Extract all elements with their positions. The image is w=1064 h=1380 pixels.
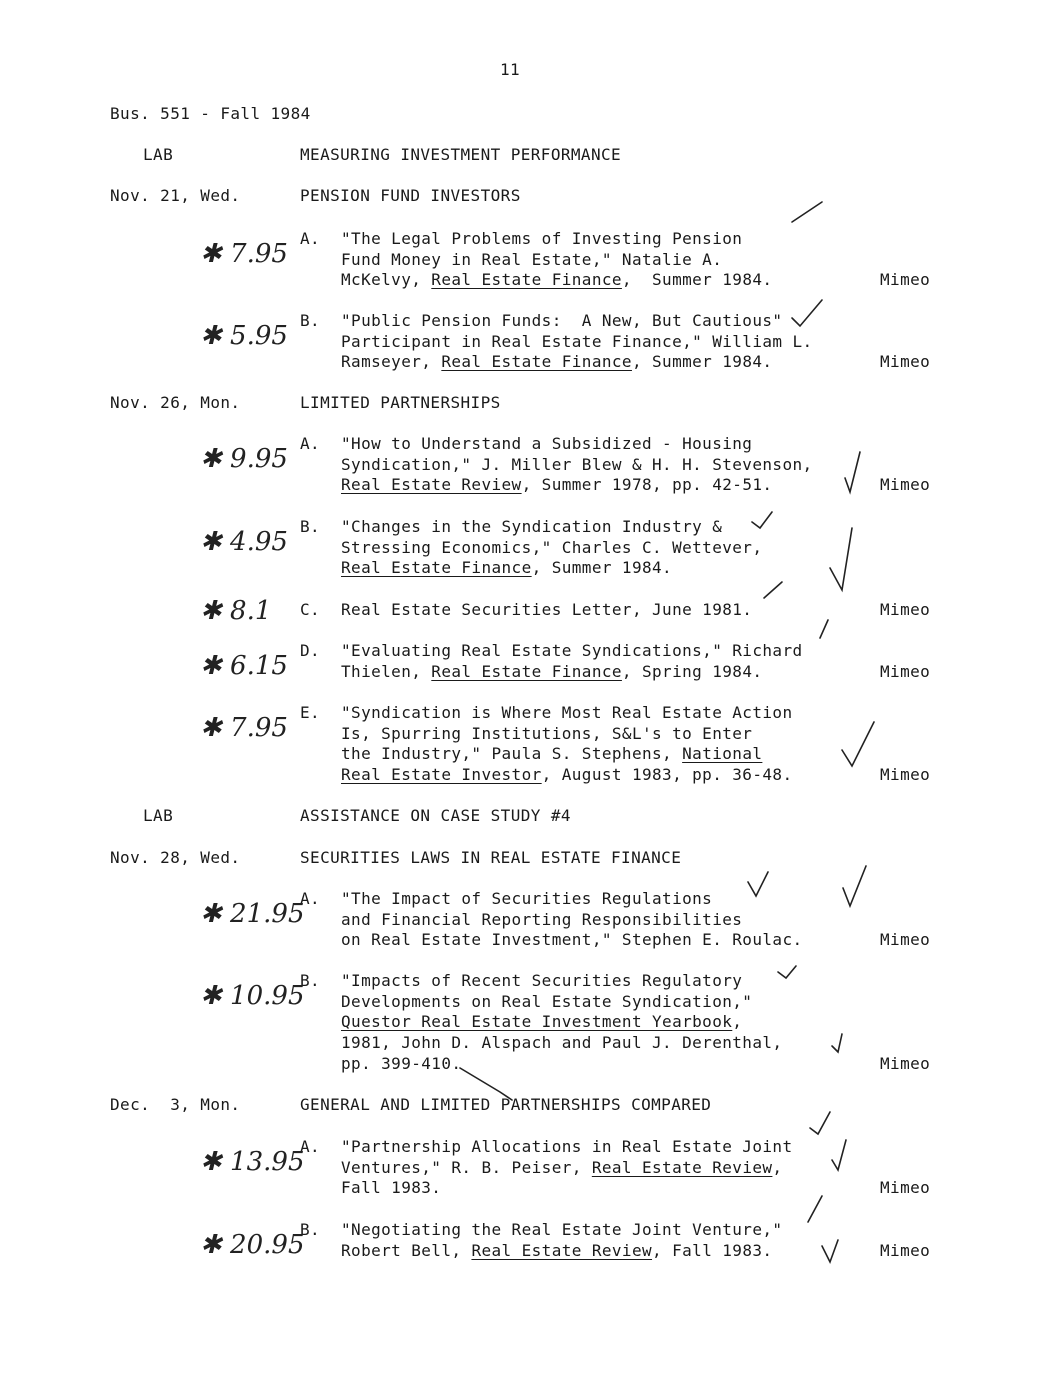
citation-text: Stressing Economics," Charles C. Wettever, [341,537,763,557]
page-number: 11 [500,60,521,79]
handwritten-price-note: ✱ 7.95 [200,239,288,270]
citation-text: Ramseyer, [341,352,442,372]
entry-letter: B. [300,971,321,990]
citation-text: McKelvy, [341,270,432,290]
citation-text: "The Impact of Securities Regulations [341,889,713,908]
citation-text: Thielen, [341,661,432,681]
citation-text: "Evaluating Real Estate Syndications," Richard [341,641,803,660]
mimeo-label: Mimeo [880,930,931,950]
check-mark-icon [845,452,860,492]
citation-text: , Summer 1978, pp. 42-51. [521,475,773,495]
handwritten-price-note: ✱ 10.95 [200,981,305,1012]
entry-letter: B. [300,1220,321,1239]
section-title: ASSISTANCE ON CASE STUDY #4 [300,806,571,825]
section-date: Nov. 21, Wed. [110,186,241,205]
entry-letter: A. [300,1137,321,1156]
section-date: Dec. 3, Mon. [110,1095,241,1114]
entry-letter: A. [300,229,321,248]
citation-text: "Syndication is Where Most Real Estate Action [341,703,793,722]
check-mark-icon [843,866,866,906]
mimeo-label: Mimeo [880,1053,931,1073]
entry-letter: C. [300,600,321,619]
citation-text: , Summer 1984. [531,558,673,578]
mimeo-label: Mimeo [880,661,931,681]
publication-title: Real Estate Review [591,1157,773,1177]
section-date: LAB [143,145,174,164]
entry-letter: B. [300,517,321,536]
citation-text: on Real Estate Investment," Stephen E. Roulac. [341,930,803,950]
entry-letter: E. [300,703,321,722]
citation-text: pp. 399-410. [341,1053,462,1073]
mimeo-label: Mimeo [880,600,931,619]
citation-text: , [772,1157,783,1177]
citation-text: "The Legal Problems of Investing Pension [341,229,743,248]
check-mark-icon [832,1034,842,1052]
entry-letter: A. [300,434,321,453]
mimeo-label: Mimeo [880,1240,931,1260]
mimeo-label: Mimeo [880,475,931,495]
citation-text: Real Estate Securities Letter, June 1981. [341,600,753,619]
section-date: Nov. 26, Mon. [110,393,241,412]
citation-text: Robert Bell, [341,1240,472,1260]
publication-title: National [682,744,763,764]
citation-text: the Industry," Paula S. Stephens, [341,744,683,764]
check-mark-icon [822,1240,838,1262]
citation-text: Ventures," R. B. Peiser, [341,1157,592,1177]
citation-text: "Negotiating the Real Estate Joint Venture," [341,1220,783,1239]
citation-text: Is, Spurring Institutions, S&L's to Enter [341,723,753,743]
citation-text: , Spring 1984. [621,661,763,681]
check-mark-icon [778,966,796,978]
citation-text: "Public Pension Funds: A New, But Cautious" [341,311,783,330]
mimeo-label: Mimeo [880,1178,931,1198]
handwritten-price-note: ✱ 7.95 [200,713,288,744]
handwritten-price-note: ✱ 20.95 [200,1230,305,1261]
publication-title: Real Estate Finance [441,352,632,372]
publication-title: Real Estate Investor [341,765,542,785]
citation-text: Fund Money in Real Estate," Natalie A. [341,249,723,269]
publication-title: Real Estate Finance [431,661,622,681]
citation-text: , Summer 1984. [621,270,773,290]
handwritten-price-note: ✱ 8.1 [200,596,272,626]
check-mark-icon [820,620,828,638]
citation-text: , Summer 1984. [631,352,773,372]
citation-text: "Changes in the Syndication Industry & [341,517,723,536]
publication-title: Real Estate Review [471,1240,653,1260]
citation-text: Developments on Real Estate Syndication," [341,991,753,1011]
citation-text: , August 1983, pp. 36-48. [541,765,793,785]
publication-title: Real Estate Review [341,475,522,495]
citation-text: "How to Understand a Subsidized - Housing [341,434,753,453]
mimeo-label: Mimeo [880,352,931,372]
check-mark-icon [792,202,822,222]
citation-text: "Impacts of Recent Securities Regulatory [341,971,743,990]
handwritten-price-note: ✱ 6.15 [200,651,288,682]
mimeo-label: Mimeo [880,765,931,785]
check-mark-icon [764,582,782,598]
publication-title: Questor Real Estate Investment Yearbook [341,1012,733,1032]
check-mark-icon [752,512,772,528]
handwritten-price-note: ✱ 21.95 [200,899,305,930]
check-mark-icon [808,1196,822,1222]
handwritten-price-note: ✱ 4.95 [200,527,288,558]
entry-letter: D. [300,641,321,660]
section-title: GENERAL AND LIMITED PARTNERSHIPS COMPARED [300,1095,712,1114]
mimeo-label: Mimeo [880,270,931,290]
citation-text: Fall 1983. [341,1178,442,1198]
section-title: LIMITED PARTNERSHIPS [300,393,501,412]
publication-title: Real Estate Finance [341,558,532,578]
section-title: MEASURING INVESTMENT PERFORMANCE [300,145,622,164]
citation-text: Syndication," J. Miller Blew & H. H. Stevenson, [341,454,813,474]
section-date: Nov. 28, Wed. [110,848,241,867]
check-mark-icon [842,722,874,766]
citation-text: , Fall 1983. [652,1240,773,1260]
entry-letter: B. [300,311,321,330]
handwritten-price-note: ✱ 13.95 [200,1147,305,1178]
check-mark-icon [748,872,768,896]
citation-text: 1981, John D. Alspach and Paul J. Derenthal, [341,1033,783,1053]
check-mark-icon [832,1140,846,1170]
entry-letter: A. [300,889,321,908]
citation-text: , [732,1012,743,1032]
section-title: PENSION FUND INVESTORS [300,186,521,205]
handwritten-price-note: ✱ 9.95 [200,444,288,475]
check-mark-icon [460,1068,512,1100]
citation-text: and Financial Reporting Responsibilities [341,909,743,929]
check-mark-icon [830,528,852,590]
section-title: SECURITIES LAWS IN REAL ESTATE FINANCE [300,848,682,867]
check-mark-icon [810,1112,830,1134]
citation-text: "Partnership Allocations in Real Estate Joint [341,1137,793,1156]
course-header: Bus. 551 - Fall 1984 [110,104,311,123]
handwritten-price-note: ✱ 5.95 [200,321,288,352]
publication-title: Real Estate Finance [431,270,622,290]
section-date: LAB [143,806,174,825]
citation-text: Participant in Real Estate Finance," William L. [341,331,813,351]
check-mark-icon [792,300,822,326]
